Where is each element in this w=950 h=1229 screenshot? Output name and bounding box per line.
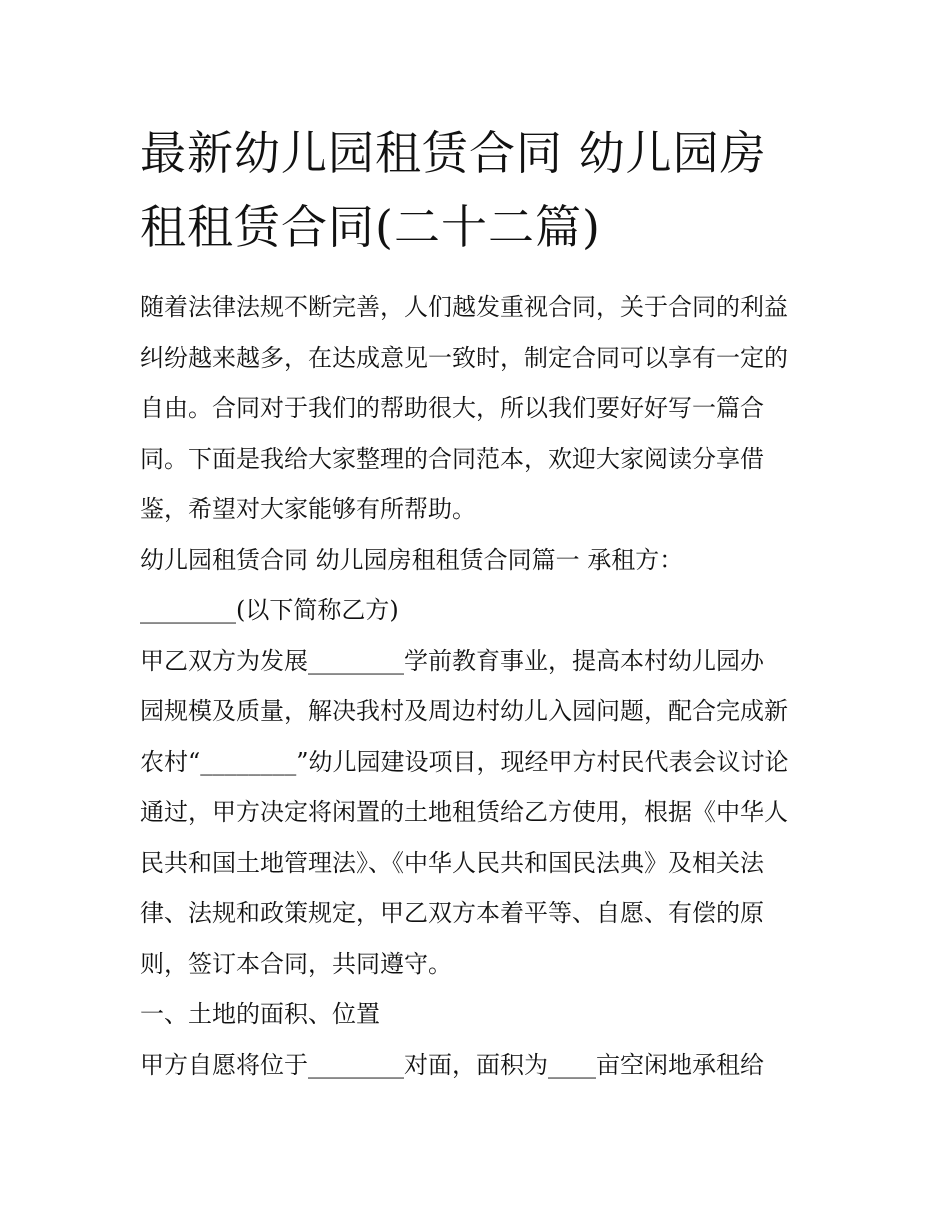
paragraph-line: ________(以下简称乙方): [140, 596, 399, 624]
paragraph-line: 民共和国土地管理法》、《中华人民共和国民法典》及相关法: [140, 848, 764, 877]
paragraph-line: 通过，甲方决定将闲置的土地租赁给乙方使用，根据《中华人: [140, 798, 788, 826]
document-title: [140, 116, 820, 264]
title-line-2: 租租赁合同(二十二篇): [140, 200, 601, 254]
paragraph-line: 律、法规和政策规定，甲乙双方本着平等、自愿、有偿的原: [140, 899, 764, 927]
paragraph-line: 甲乙双方为发展________学前教育事业，提高本村幼儿园办: [140, 646, 764, 675]
section-heading: 一、土地的面积、位置: [140, 1000, 380, 1028]
paragraph-line: 甲方自愿将位于________对面，面积为____亩空闲地承租给: [140, 1050, 764, 1079]
paragraph-line: 纠纷越来越多，在达成意见一致时，制定合同可以享有一定的: [140, 343, 788, 372]
paragraph-line: 农村“________”幼儿园建设项目，现经甲方村民代表会议讨论: [140, 747, 789, 776]
paragraph-line: 自由。合同对于我们的帮助很大，所以我们要好好写一篇合: [140, 394, 764, 422]
paragraph-line: 同。下面是我给大家整理的合同范本，欢迎大家阅读分享借: [140, 444, 764, 473]
document-page: [140, 116, 820, 1090]
paragraph-line: 随着法律法规不断完善，人们越发重视合同，关于合同的利益: [140, 293, 788, 321]
paragraph-line: 则，签订本合同，共同遵守。: [140, 949, 452, 978]
title-line-1: 最新幼儿园租赁合同 幼儿园房: [140, 126, 767, 180]
paragraph-line: 鉴，希望对大家能够有所帮助。: [140, 495, 476, 523]
document-body: [140, 282, 820, 1090]
paragraph-line: 园规模及质量，解决我村及周边村幼儿入园问题，配合完成新: [140, 697, 788, 725]
section-heading: 幼儿园租赁合同 幼儿园房租租赁合同篇一 承租方：: [140, 545, 684, 574]
